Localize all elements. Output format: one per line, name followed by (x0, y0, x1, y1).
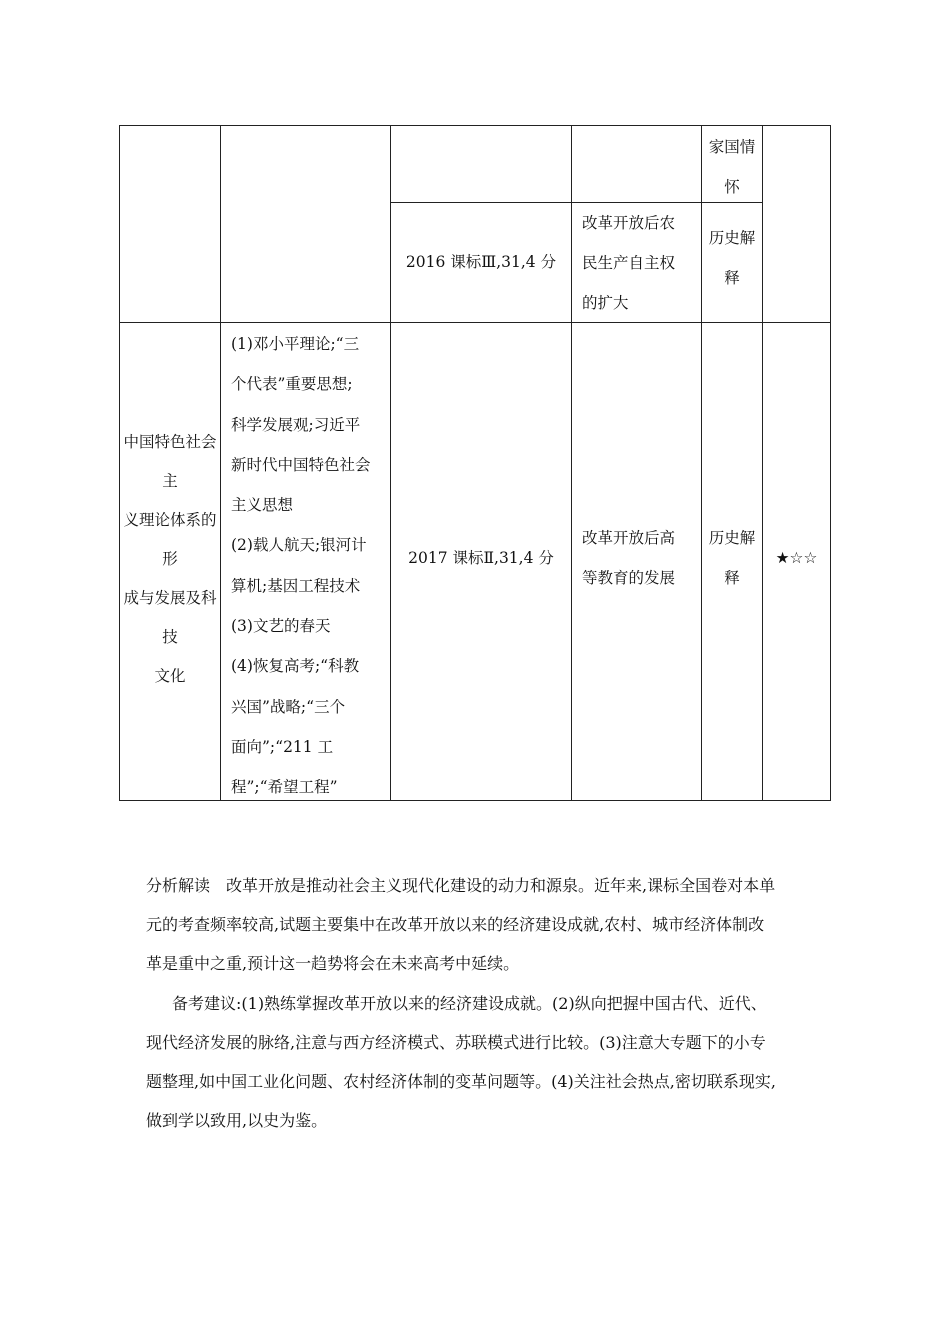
key-point-text: 算机;基因工程技术 (231, 576, 361, 595)
key-point-text: 科学发展观;习近平 (231, 415, 361, 434)
analysis-text: 元的考查频率较高,试题主要集中在改革开放以来的经济建设成就,农村、城市经济体制改 (146, 915, 765, 934)
difficulty-cell (763, 538, 830, 578)
literacy-text: 释 (724, 269, 740, 287)
topic-text: 文化 (154, 667, 186, 685)
exam-source-text: 2017 课标Ⅱ,31,4 分 (408, 549, 554, 567)
exam-content-text: 改革开放后农 (582, 214, 676, 232)
exam-content-cell (572, 518, 701, 598)
literacy-text: 历史解 (708, 529, 756, 547)
suggestion-text: 现代经济发展的脉络,注意与西方经济模式、苏联模式进行比较。(3)注意大专题下的小专 (146, 1033, 766, 1052)
table-border-right (830, 125, 831, 801)
literacy-text: 历史解 (708, 229, 756, 247)
analysis-label: 分析解读 (146, 876, 211, 895)
suggestion-text: 题整理,如中国工业化问题、农村经济体制的变革问题等。(4)关注社会热点,密切联系现实, (146, 1072, 776, 1091)
key-point-text: (3)文艺的春天 (231, 617, 331, 636)
difficulty-stars: ★☆☆ (775, 549, 818, 567)
literacy-cell (702, 218, 762, 298)
key-point-text: (4)恢复高考;“科教 (231, 657, 360, 676)
analysis-text: 革是重中之重,预计这一趋势将会在未来高考中延续。 (146, 954, 520, 973)
analysis-paragraph (146, 866, 826, 983)
topic-text: 主 (162, 472, 178, 490)
key-point-text: 面向”;“211 工 (231, 737, 334, 756)
topic-text: 形 (162, 550, 178, 568)
exam-content-text: 改革开放后高 (582, 529, 676, 547)
literacy-cell (702, 127, 762, 207)
literacy-text: 释 (724, 569, 740, 587)
topic-text: 技 (162, 628, 178, 646)
exam-content-text: 民生产自主权 (582, 254, 676, 272)
exam-content-text: 等教育的发展 (582, 569, 676, 587)
literacy-text: 怀 (724, 178, 740, 196)
key-point-text: 程”;“希望工程” (231, 778, 338, 797)
key-point-text: (2)载人航天;银河计 (231, 536, 367, 555)
key-point-text: 主义思想 (231, 496, 294, 515)
topic-text: 中国特色社会 (123, 433, 217, 451)
exam-source-cell (391, 538, 571, 578)
key-point-text: 个代表”重要思想; (231, 375, 353, 394)
exam-content-text: 的扩大 (582, 294, 629, 312)
table-divider (762, 125, 763, 801)
topic-text: 义理论体系的 (123, 511, 217, 529)
key-point-text: (1)邓小平理论;“三 (231, 335, 360, 353)
literacy-cell (702, 518, 762, 598)
exam-source-cell (391, 242, 571, 282)
topic-text: 成与发展及科 (123, 589, 217, 607)
key-point-text: 兴国”战略;“三个 (231, 697, 346, 716)
analysis-text: 改革开放是推动社会主义现代化建设的动力和源泉。近年来,课标全国卷对本单 (226, 876, 776, 895)
suggestion-text: 备考建议:(1)熟练掌握改革开放以来的经济建设成就。(2)纵向把握中国古代、近代、 (172, 994, 767, 1013)
table-border-top (119, 125, 831, 126)
literacy-text: 家国情 (708, 138, 756, 156)
exam-source-text: 2016 课标Ⅲ,31,4 分 (405, 253, 557, 271)
key-point-text: 新时代中国特色社会 (231, 455, 371, 474)
topic-cell (120, 423, 220, 696)
exam-content-cell (572, 203, 701, 323)
table-divider (119, 322, 831, 323)
suggestion-text: 做到学以致用,以史为鉴。 (146, 1111, 328, 1130)
suggestion-paragraph (146, 984, 826, 1140)
key-points-cell (221, 324, 391, 808)
exam-table (119, 125, 831, 801)
